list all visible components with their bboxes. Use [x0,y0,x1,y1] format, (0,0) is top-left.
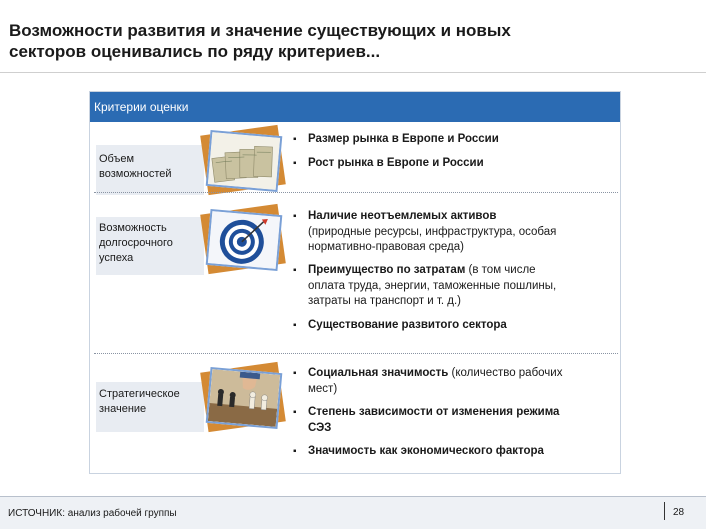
bullet-bold-text: Значимость как экономического фактора [308,445,544,457]
bullet-cost-advantage [293,263,603,310]
title-divider [0,72,706,73]
criterion-label-line: Стратегическое [99,388,180,400]
bullet-inherent-assets [293,209,603,256]
bullet-bold-text: Социальная значимость [308,367,449,379]
page-number: 28 [673,507,685,518]
criterion-label-line: возможностей [99,168,172,180]
bullet-detail-text: (количество рабочих [448,367,563,379]
bullet-bold-line: СЭЗ [308,421,332,434]
bullet-market-size [293,132,603,148]
target-dart-photo [204,209,284,271]
footer-divider [0,496,706,497]
bullet-detail-line: оплата труда, энергии, таможенные пошлины, [308,279,557,292]
bullet-bold-text: Существование развитого сектора [308,319,507,331]
criteria-panel [89,91,621,474]
slide-title [9,20,669,62]
bullet-detail-line: нормативно-правовая среда) [308,241,464,253]
bullet-marker: ▪ [293,368,297,379]
criterion-label-line: успеха [99,252,134,264]
bullet-marker: ▪ [293,211,297,222]
bullet-social-significance [293,366,603,397]
bullet-sez-dependency [293,405,603,436]
bullet-marker: ▪ [293,407,297,418]
criterion-volume [96,145,204,195]
photo-frame [206,367,283,429]
slide-title-line-2: секторов оценивались по ряду критериев... [9,42,381,61]
section-divider [94,353,618,354]
money-stacks-photo [204,130,284,192]
bullet-bold-text: Наличие неотъемлемых активов [308,210,497,222]
criterion-long-term-success [96,217,204,275]
panel-header: Критерии оценки [90,92,620,122]
criterion-label-line: значение [99,403,147,415]
bullet-detail-line: затраты на транспорт и т. д.) [308,295,462,307]
chess-hand-photo [204,367,284,429]
bullet-marker: ▪ [293,446,297,457]
bullet-detail-text: (в том числе [465,264,536,276]
bullet-marker: ▪ [293,320,297,331]
bullet-developed-sector [293,318,603,334]
bullet-market-growth [293,156,603,172]
bullet-marker: ▪ [293,265,297,276]
bullet-marker: ▪ [293,134,297,145]
bullet-economic-factor [293,444,603,460]
page-number-separator [664,502,665,520]
slide-title-line-1: Возможности развития и значение существующих и новых [9,21,511,40]
criterion-label-line: Возможность [99,222,167,234]
source-note: ИСТОЧНИК: анализ рабочей группы [8,508,177,519]
photo-frame [206,130,283,192]
criterion-strategic-value [96,382,204,432]
bullet-bold-text: Размер рынка в Европе и России [308,133,499,145]
bullet-bold-text: Преимущество по затратам [308,264,466,276]
criterion-label-line: долгосрочного [99,237,173,249]
photo-frame [206,209,283,271]
bullet-detail-line: мест) [308,382,338,395]
criterion-label-line: Объем [99,153,135,165]
bullet-bold-text: Рост рынка в Европе и России [308,157,484,169]
bullet-bold-text: Степень зависимости от изменения режима [308,406,560,418]
section-divider [94,192,618,193]
bullet-detail-line: (природные ресурсы, инфраструктура, особая [308,225,557,238]
bullet-marker: ▪ [293,158,297,169]
